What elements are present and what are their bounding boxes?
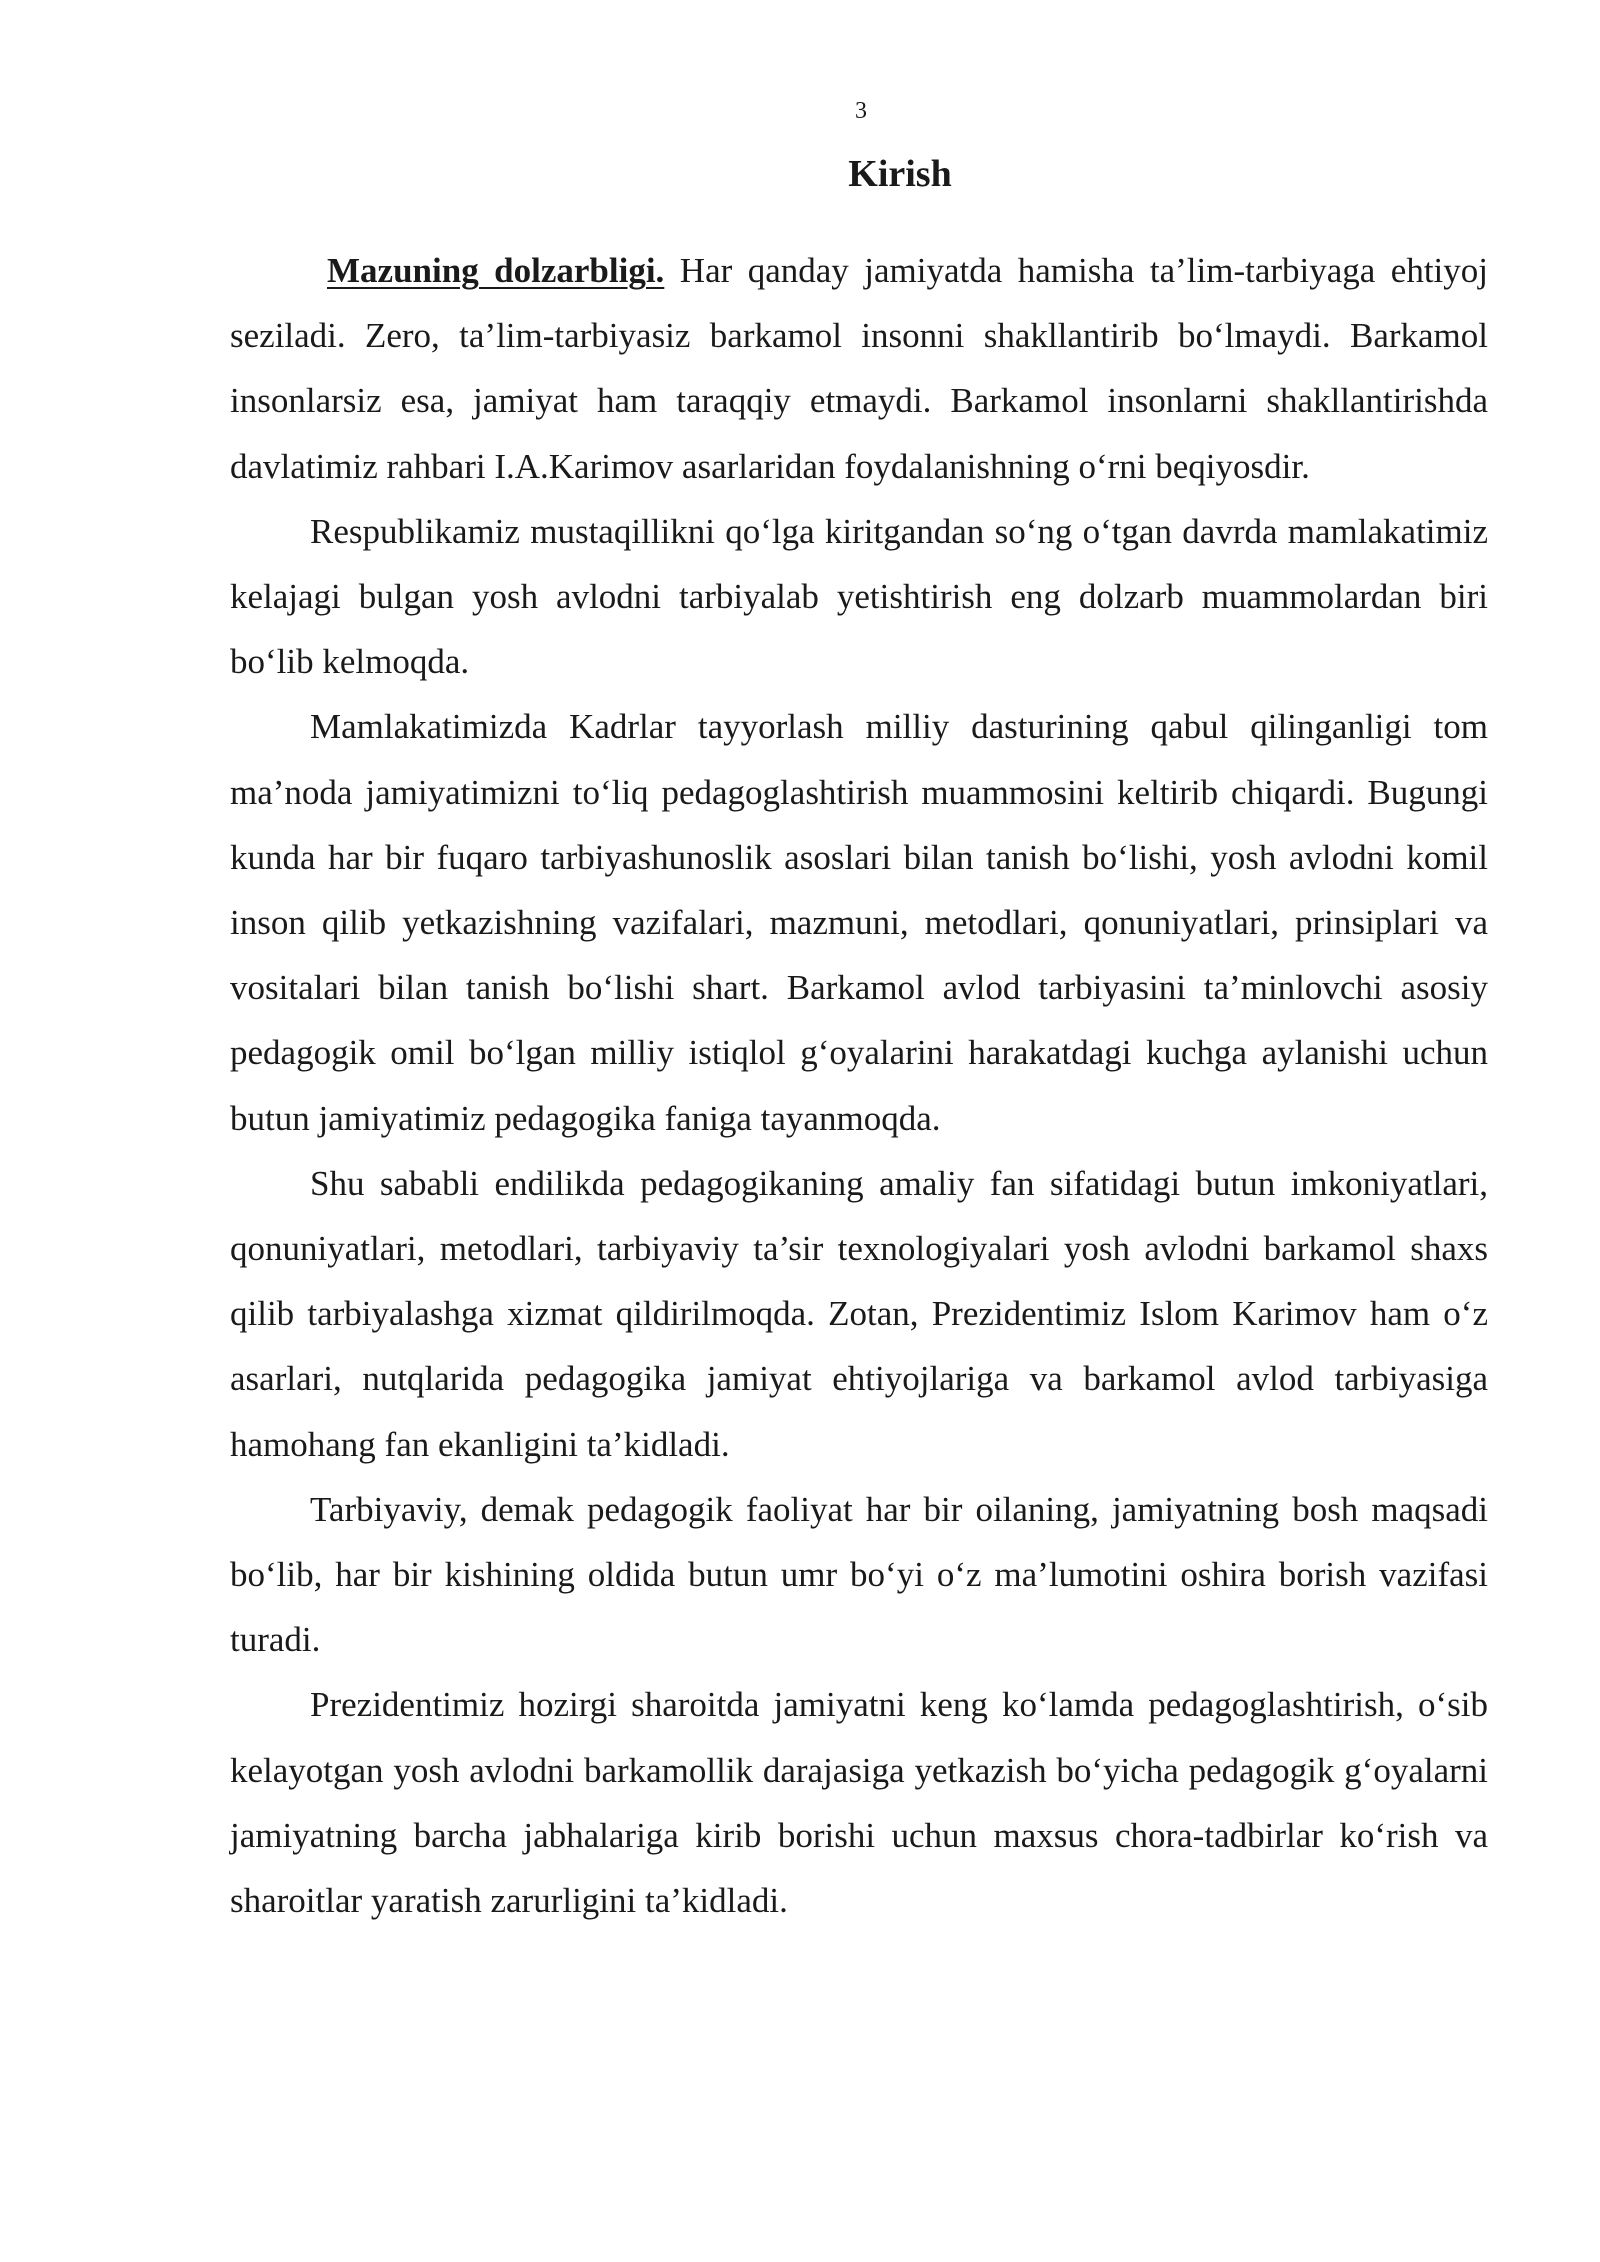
- paragraph-6: Prezidentimiz hozirgi sharoitda jamiyatni keng ko‘lamda pedagoglashtirish, o‘sib kelayotgan yosh avlodni barkamollik darajasiga yetkazish bo‘yicha pedagogik g‘oyalarni jamiyatning barcha jabhalariga kirib borishi uchun maxsus chora-tadbirlar ko‘rish va sharoitlar yaratish zarurligini ta’kidladi.: [230, 1685, 1488, 1921]
- paragraph-1: [230, 238, 1488, 499]
- section-title: Kirish: [848, 153, 952, 195]
- paragraph-2: Respublikamiz mustaqillikni qo‘lga kiritgandan so‘ng o‘tgan davrda mamlakatimiz kelajagi bulgan yosh avlodni tarbiyalab yetishtirish eng dolzarb muammolardan biri bo‘lib kelmoqda.: [230, 511, 1488, 682]
- lead-heading: Mazuning dolzarbligi.: [327, 251, 665, 290]
- page-number: 3: [855, 98, 867, 124]
- paragraph-1-text: Har qanday jamiyatda hamisha ta’lim-tarbiyaga ehtiyoj seziladi. Zero, ta’lim-tarbiyasiz barkamol insonni shakllantirib bo‘lmaydi. Barkamol insonlarsiz esa, jamiyat ham taraqqiy etmaydi. Barkamol insonlarni shakllantirishda davlatimiz rahbari I.A.Karimov asarlaridan foydalanishning o‘rni beqiyosdir.: [230, 251, 1488, 486]
- paragraph-4: Shu sababli endilikda pedagogikaning amaliy fan sifatidagi butun imkoniyatlari, qonuniyatlari, metodlari, tarbiyaviy ta’sir texnologiyalari yosh avlodni barkamol shaxs qilib tarbiyalashga xizmat qildirilmoqda. Zotan, Prezidentimiz Islom Karimov ham o‘z asarlari, nutqlarida pedagogika jamiyat ehtiyojlariga va barkamol avlod tarbiyasiga hamohang fan ekanligini ta’kidladi.: [230, 1163, 1488, 1464]
- paragraph-5: Tarbiyaviy, demak pedagogik faoliyat har bir oilaning, jamiyatning bosh maqsadi bo‘lib, har bir kishining oldida butun umr bo‘yi o‘z ma’lumotini oshira borish vazifasi turadi.: [230, 1489, 1488, 1660]
- body-text: [230, 238, 1488, 1933]
- paragraph-3: Mamlakatimizda Kadrlar tayyorlash milliy dasturining qabul qilinganligi tom ma’noda jamiyatimizni to‘liq pedagoglashtirish muammosini keltirib chiqardi. Bugungi kunda har bir fuqaro tarbiyashunoslik asoslari bilan tanish bo‘lishi, yosh avlodni komil inson qilib yetkazishning vazifalari, mazmuni, metodlari, qonuniyatlari, prinsiplari va vositalari bilan tanish bo‘lishi shart. Barkamol avlod tarbiyasini ta’minlovchi asosiy pedagogik omil bo‘lgan milliy istiqlol g‘oyalarini harakatdagi kuchga aylanishi uchun butun jamiyatimiz pedagogika faniga tayanmoqda.: [230, 707, 1488, 1138]
